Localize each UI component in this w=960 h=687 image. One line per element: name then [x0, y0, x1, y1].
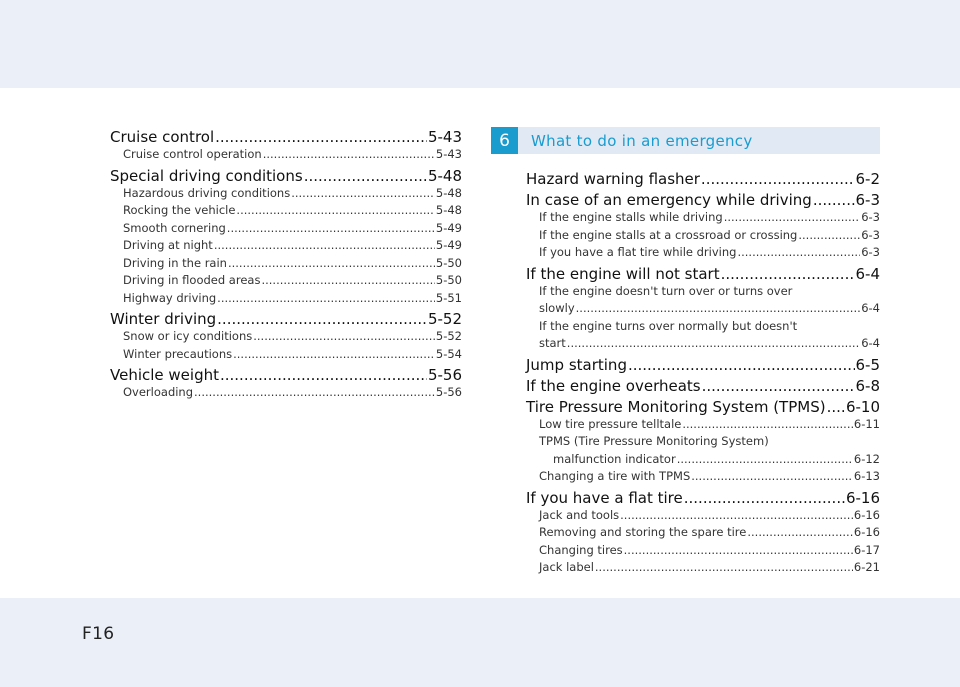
section-number-badge: 6: [491, 127, 518, 154]
toc-entry-engine-stalls-at-crossroad[interactable]: If the engine stalls at a crossroad or crossing ..... 6-3: [526, 227, 880, 245]
toc-left-column: [110, 125, 462, 402]
toc-right-column: [526, 167, 880, 577]
toc-entry-winter-driving[interactable]: Winter driving ..... 5-52: [110, 310, 462, 328]
toc-entry-driving-in-the-rain[interactable]: Driving in the rain ..... 5-50: [110, 255, 462, 273]
toc-entry-tpms-malfunction-indicator[interactable]: malfunction indicator ..... 6-12: [526, 451, 880, 469]
toc-entry-jack-and-tools[interactable]: Jack and tools ..... 6-16: [526, 507, 880, 525]
toc-entry-engine-will-not-start[interactable]: If the engine will not start ..... 6-4: [526, 265, 880, 283]
toc-entry-highway-driving[interactable]: Highway driving ..... 5-51: [110, 290, 462, 308]
toc-entry-engine-overheats[interactable]: If the engine overheats ..... 6-8: [526, 377, 880, 395]
toc-entry-special-driving-conditions[interactable]: Special driving conditions ..... 5-48: [110, 167, 462, 185]
toc-entry-smooth-cornering[interactable]: Smooth cornering ..... 5-49: [110, 220, 462, 238]
section-header: [491, 127, 880, 154]
toc-entry-engine-turns-over-line1: If the engine turns over normally but doesn't: [539, 318, 798, 333]
toc-entry-rocking-the-vehicle[interactable]: Rocking the vehicle ..... 5-48: [110, 202, 462, 220]
toc-entry-engine-stalls-while-driving[interactable]: If the engine stalls while driving ..... 6-3: [526, 209, 880, 227]
toc-entry-cruise-control[interactable]: Cruise control ..... 5-43: [110, 128, 462, 146]
toc-entry-removing-storing-spare-tire[interactable]: Removing and storing the spare tire ..... 6-16: [526, 524, 880, 542]
toc-entry-changing-tires[interactable]: Changing tires ..... 6-17: [526, 542, 880, 560]
page-number: F16: [82, 624, 115, 644]
toc-entry-tpms-malfunction-line1: TPMS (Tire Pressure Monitoring System): [539, 434, 769, 448]
toc-entry-jump-starting[interactable]: Jump starting ..... 6-5: [526, 356, 880, 374]
toc-entry-driving-at-night[interactable]: Driving at night ..... 5-49: [110, 237, 462, 255]
toc-entry-engine-turns-over-normally[interactable]: start ..... 6-4: [526, 335, 880, 353]
toc-entry-changing-tire-with-tpms[interactable]: Changing a tire with TPMS ..... 6-13: [526, 468, 880, 486]
toc-entry-engine-doesnt-turn-over[interactable]: slowly ..... 6-4: [526, 300, 880, 318]
toc-entry-vehicle-weight[interactable]: Vehicle weight ..... 5-56: [110, 366, 462, 384]
toc-entry-engine-doesnt-turn-over-line1: If the engine doesn't turn over or turns over: [539, 283, 793, 298]
toc-entry-emergency-while-driving[interactable]: In case of an emergency while driving ..... 6-3: [526, 191, 880, 209]
toc-entry-overloading[interactable]: Overloading ..... 5-56: [110, 384, 462, 402]
toc-entry-jack-label[interactable]: Jack label ..... 6-21: [526, 559, 880, 577]
toc-entry-snow-or-icy-conditions[interactable]: Snow or icy conditions ..... 5-52: [110, 328, 462, 346]
section-title: What to do in an emergency: [518, 127, 880, 154]
toc-entry-hazardous-driving-conditions[interactable]: Hazardous driving conditions ..... 5-48: [110, 185, 462, 203]
top-band: [0, 0, 960, 88]
bottom-band: [0, 598, 960, 687]
toc-entry-flat-tire[interactable]: If you have a flat tire ..... 6-16: [526, 489, 880, 507]
toc-entry-low-tire-pressure-telltale[interactable]: Low tire pressure telltale ..... 6-11: [526, 416, 880, 434]
toc-entry-winter-precautions[interactable]: Winter precautions ..... 5-54: [110, 346, 462, 364]
toc-entry-hazard-warning-flasher[interactable]: Hazard warning flasher ..... 6-2: [526, 170, 880, 188]
toc-entry-tpms[interactable]: Tire Pressure Monitoring System (TPMS) ..... 6-10: [526, 398, 880, 416]
toc-entry-cruise-control-operation[interactable]: Cruise control operation ..... 5-43: [110, 146, 462, 164]
toc-entry-driving-in-flooded-areas[interactable]: Driving in flooded areas ..... 5-50: [110, 272, 462, 290]
toc-entry-flat-tire-while-driving[interactable]: If you have a flat tire while driving ..... 6-3: [526, 244, 880, 262]
